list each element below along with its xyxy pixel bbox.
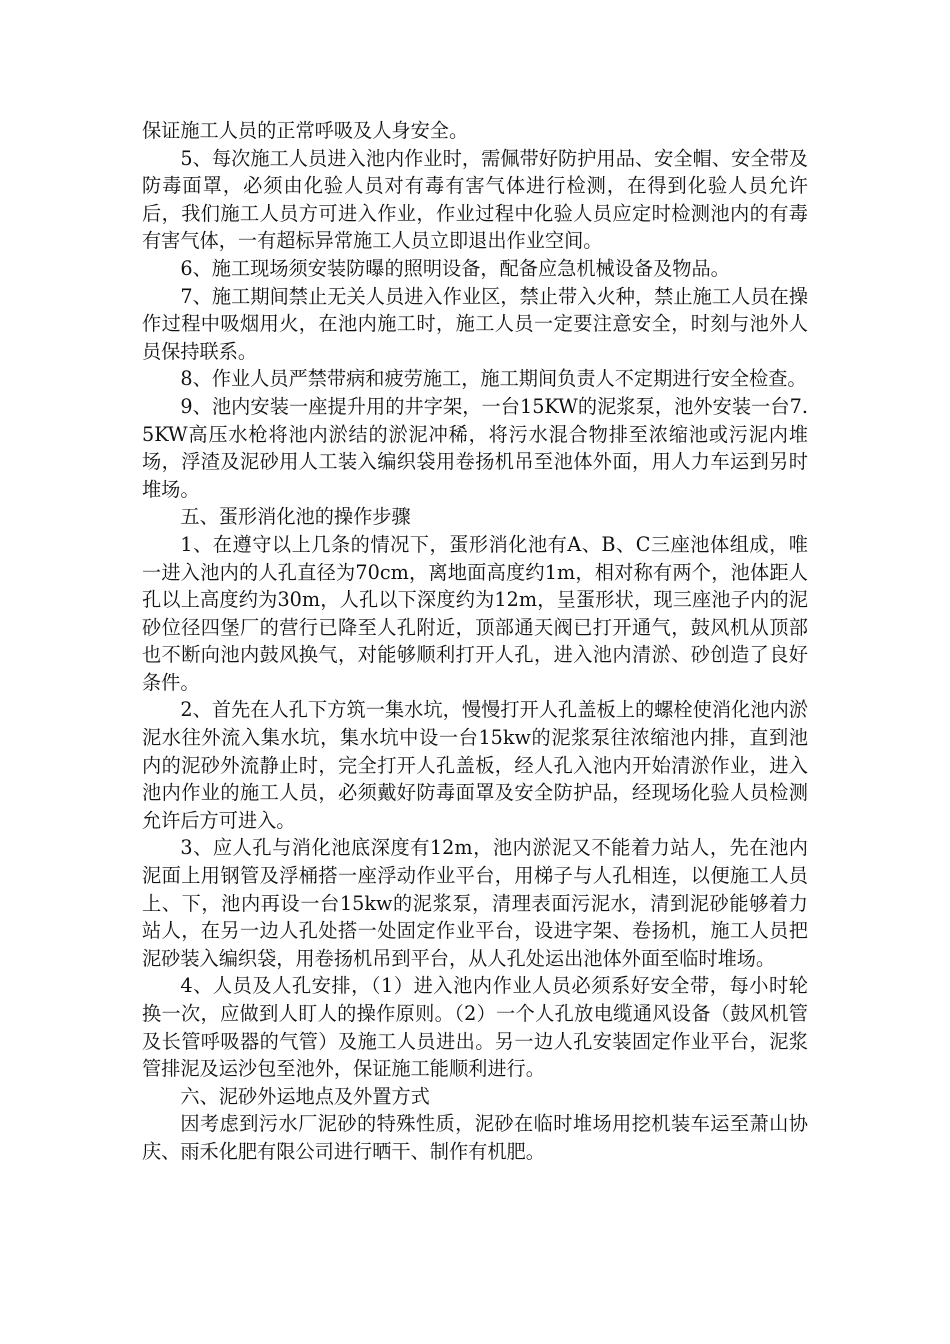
paragraph-item-6: 6、施工现场须安装防曝的照明设备，配备应急机械设备及物品。 bbox=[180, 256, 730, 280]
section-heading-5: 五、蛋形消化池的操作步骤 bbox=[180, 505, 411, 529]
paragraph-item-8: 8、作业人员严禁带病和疲劳施工，施工期间负责人不定期进行安全检查。 bbox=[180, 367, 807, 391]
paragraph-item-7: 7、施工期间禁止无关人员进入作业区，禁止带入火种，禁止施工人员在操作过程中吸烟用火，在池内施工时，施工人员一定要注意安全，时刻与池外人员保持联系。 bbox=[142, 284, 808, 363]
paragraph-step-3: 3、应人孔与消化池底深度有12m，池内淤泥又不能着力站人，先在池内泥面上用钢管及浮桶搭一座浮动作业平台，用梯子与人孔相连，以便施工人员上、下，池内再设一台15kw的泥浆泵，清理表面污泥水，清到泥砂能够着力站人，在另一边人孔处搭一处固定作业平台，设进字架、卷扬机，施工人员把泥砂装入编织袋，用卷扬机吊到平台，从人孔处运出池体外面至临时堆场。 bbox=[142, 836, 808, 970]
section-heading-6: 六、泥砂外运地点及外置方式 bbox=[180, 1084, 430, 1108]
paragraph-step-1: 1、在遵守以上几条的情况下，蛋形消化池有A、B、C三座池体组成，唯一进入池内的人孔直径为70cm，离地面高度约1m，相对称有两个，池体距人孔以上高度约为30m，人孔以下深度约为12m，呈蛋形状，现三座池子内的泥砂位径四堡厂的营行已降至人孔附近，顶部通天阀已打开通气，鼓风机从顶部也不断向池内鼓风换气，对能够顺利打开人孔，进入池内清淤、砂创造了良好条件。 bbox=[142, 532, 808, 694]
paragraph-step-4: 4、人员及人孔安排，（1）进入池内作业人员必须系好安全带，每小时轮换一次，应做到人盯人的操作原则。（2）一个人孔放电缆通风设备（鼓风机管及长管呼吸器的气管）及施工人员进出。另一边人孔安装固定作业平台，泥浆管排泥及运沙包至池外，保证施工能顺利进行。 bbox=[142, 974, 808, 1081]
paragraph-item-9: 9、池内安装一座提升用的井字架，一台15KW的泥浆泵，池外安装一台7.5KW高压水枪将池内淤结的淤泥冲稀，将污水混合物排至浓缩池或污泥内堆场，浮渣及泥砂用人工装入编织袋用卷扬机吊至池体外面，用人力车运到另时堆场。 bbox=[142, 394, 808, 501]
paragraph-disposal: 因考虑到污水厂泥砂的特殊性质，泥砂在临时堆场用挖机装车运至萧山协庆、雨禾化肥有限公司进行晒干、制作有机肥。 bbox=[142, 1112, 808, 1163]
document-page bbox=[142, 117, 808, 1166]
paragraph-step-2: 2、首先在人孔下方筑一集水坑，慢慢打开人孔盖板上的螺栓使消化池内淤泥水往外流入集水坑，集水坑中设一台15kw的泥浆泵往浓缩池内排，直到池内的泥砂外流静止时，完全打开人孔盖板，经人孔入池内开始清淤作业，进入池内作业的施工人员，必须戴好防毒面罩及安全防护品，经现场化验人员检测允许后方可进入。 bbox=[142, 698, 808, 832]
paragraph-item-5: 5、每次施工人员进入池内作业时，需佩带好防护用品、安全帽、安全带及防毒面罩，必须由化验人员对有毒有害气体进行检测，在得到化验人员允许后，我们施工人员方可进入作业，作业过程中化验人员应定时检测池内的有毒有害气体，一有超标异常施工人员立即退出作业空间。 bbox=[142, 146, 808, 253]
paragraph-continuation: 保证施工人员的正常呼吸及人身安全。 bbox=[142, 119, 469, 142]
